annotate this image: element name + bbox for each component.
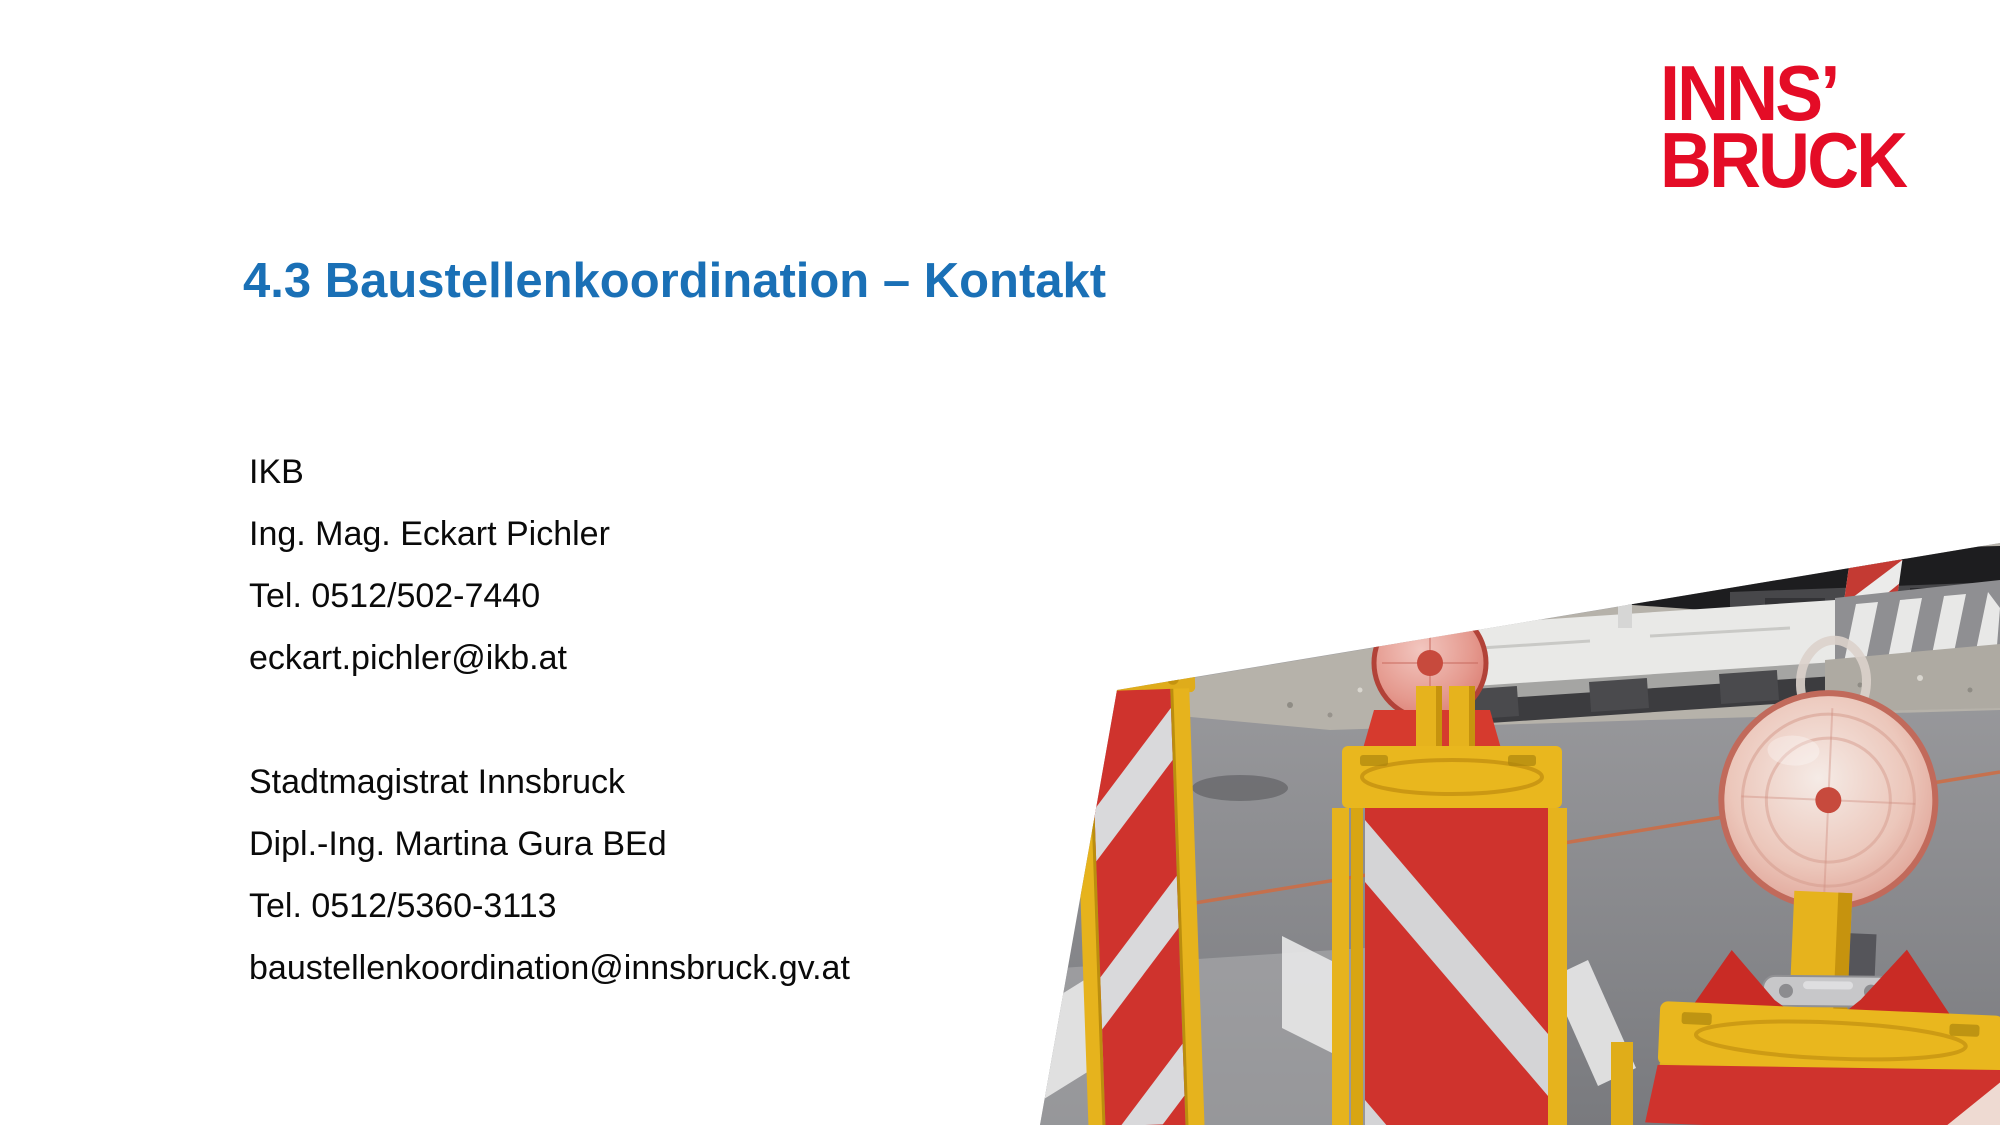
road-shadow (1192, 775, 1288, 801)
contact-person: Dipl.-Ing. Martina Gura BEd (249, 825, 667, 863)
contact-block-spacer (249, 689, 850, 751)
contact-list (249, 441, 850, 999)
logo-line-1: INNS’ (1660, 49, 1838, 137)
contact-phone: Tel. 0512/502-7440 (249, 577, 541, 615)
innsbruck-logo (1660, 49, 1906, 204)
yellow-pole (1611, 1042, 1633, 1125)
contact-block-stadtmagistrat (249, 751, 850, 999)
contact-block-ikb (249, 441, 850, 689)
construction-photo (1030, 540, 2000, 1125)
contact-org: IKB (249, 453, 304, 491)
contact-person: Ing. Mag. Eckart Pichler (249, 515, 610, 553)
slide-title: 4.3 Baustellenkoordination – Kontakt (243, 254, 1107, 308)
contact-org: Stadtmagistrat Innsbruck (249, 763, 626, 801)
contact-email: eckart.pichler@ikb.at (249, 639, 567, 677)
logo-line-2: BRUCK (1660, 116, 1906, 204)
contact-phone: Tel. 0512/5360-3113 (249, 887, 557, 925)
small-pole (1618, 550, 1632, 628)
contact-email: baustellenkoordination@innsbruck.gv.at (249, 949, 850, 987)
